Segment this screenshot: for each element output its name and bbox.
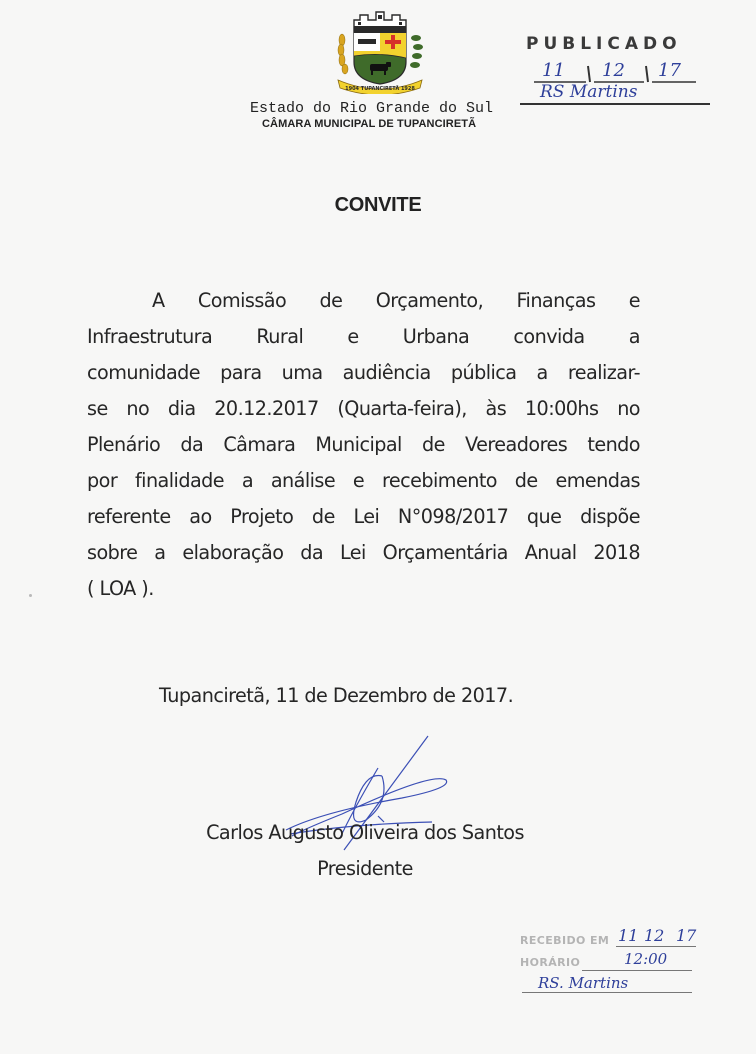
published-stamp bbox=[520, 34, 750, 114]
published-month: 12 bbox=[602, 60, 625, 81]
published-year: 17 bbox=[658, 60, 681, 81]
body-line: Infraestrutura Rural e Urbana convida a bbox=[87, 325, 640, 348]
signer-role: Presidente bbox=[317, 857, 413, 880]
body-line: se no dia 20.12.2017 (Quarta-feira), às 10:00hs no bbox=[87, 397, 640, 420]
received-year: 17 bbox=[676, 926, 697, 945]
published-signature: RS Martins bbox=[540, 82, 638, 102]
document-title: CONVITE bbox=[334, 194, 422, 216]
published-rule bbox=[520, 103, 710, 105]
chamber-name: CÂMARA MUNICIPAL DE TUPANCIRETÃ bbox=[262, 118, 477, 130]
svg-text:1904 TUPANCIRETÃ 1928: 1904 TUPANCIRETÃ 1928 bbox=[345, 86, 415, 92]
time-rule bbox=[582, 970, 692, 971]
body-line: comunidade para uma audiência pública a realizar- bbox=[87, 361, 640, 384]
received-day: 11 bbox=[618, 926, 639, 945]
received-signature-rule bbox=[522, 992, 692, 993]
time-value: 12:00 bbox=[624, 950, 668, 968]
published-stamp-label: PUBLICADO bbox=[526, 34, 682, 54]
received-date-rule bbox=[616, 946, 696, 947]
received-signature: RS. Martins bbox=[538, 974, 629, 992]
received-month: 12 bbox=[644, 926, 665, 945]
body-line: por finalidade a análise e recebimento de emendas bbox=[87, 469, 640, 492]
place-and-date: Tupanciretã, 11 de Dezembro de 2017. bbox=[159, 684, 514, 707]
published-day: 11 bbox=[542, 60, 565, 81]
coat-of-arms-icon bbox=[332, 6, 428, 94]
received-label: RECEBIDO EM bbox=[520, 934, 610, 947]
signer-name: Carlos Augusto Oliveira dos Santos bbox=[206, 821, 524, 844]
received-stamp bbox=[516, 926, 716, 998]
state-name: Estado do Rio Grande do Sul bbox=[250, 100, 494, 117]
document-body bbox=[87, 283, 640, 607]
body-line: A Comissão de Orçamento, Finanças e bbox=[152, 289, 640, 312]
body-line: Plenário da Câmara Municipal de Vereadores tendo bbox=[87, 433, 640, 456]
body-line: sobre a elaboração da Lei Orçamentária Anual 2018 bbox=[87, 541, 640, 564]
time-label: HORÁRIO bbox=[520, 956, 581, 969]
scan-speck bbox=[29, 594, 32, 597]
body-line: ( LOA ). bbox=[87, 577, 154, 600]
body-line: referente ao Projeto de Lei N°098/2017 que dispõe bbox=[87, 505, 640, 528]
